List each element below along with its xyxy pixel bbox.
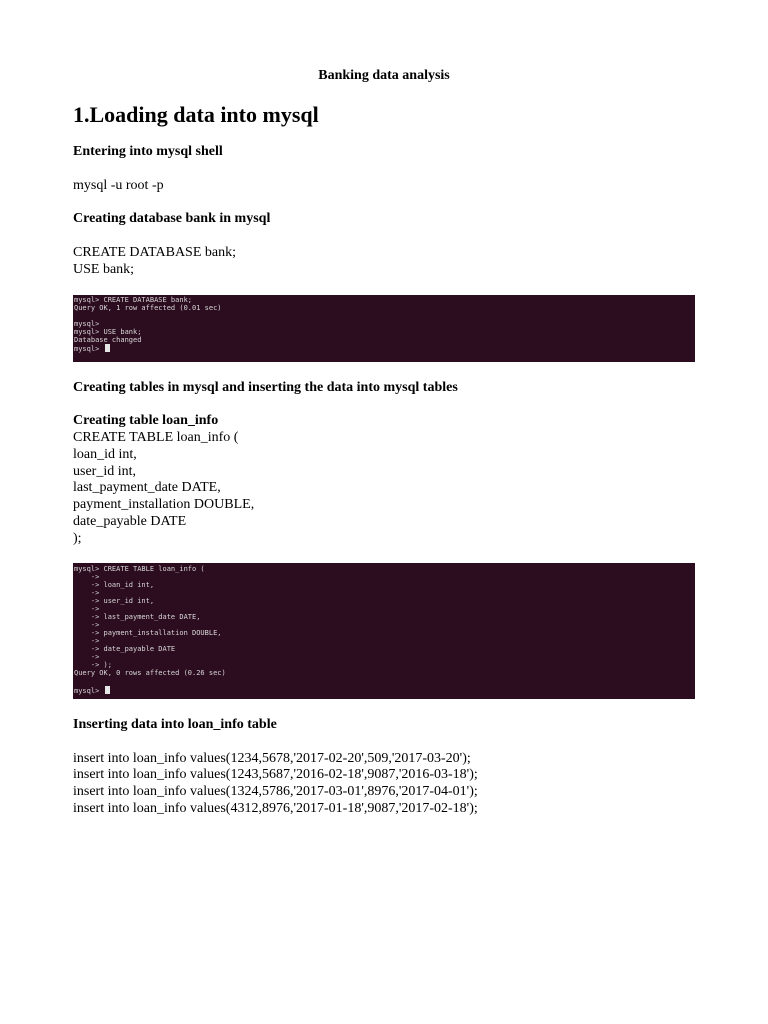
code-line: insert into loan_info values(1324,5786,'2017-03-01',8976,'2017-04-01'); (73, 784, 478, 799)
code-line: loan_id int, (73, 447, 137, 462)
terminal-line: mysql> CREATE DATABASE bank; (74, 296, 193, 304)
terminal-prompt-row (74, 686, 110, 695)
terminal-line: mysql> (74, 345, 104, 353)
terminal-cursor (105, 344, 110, 352)
terminal-line: -> payment_installation DOUBLE, (74, 629, 222, 637)
code-line: USE bank; (73, 262, 135, 277)
terminal-line: -> (74, 589, 100, 597)
code-line: payment_installation DOUBLE, (73, 497, 255, 512)
terminal-line: Query OK, 0 rows affected (0.26 sec) (74, 669, 226, 677)
terminal-prompt-row (74, 344, 110, 353)
terminal-line: mysql> USE bank; (74, 328, 142, 336)
terminal-line: -> loan_id int, (74, 581, 155, 589)
terminal-line: Query OK, 1 row affected (0.01 sec) (74, 304, 222, 312)
create-table-heading: Creating table loan_info (73, 413, 219, 428)
terminal-line: -> (74, 573, 100, 581)
mysql-shell-heading: Entering into mysql shell (73, 144, 223, 159)
code-line: ); (73, 531, 82, 546)
terminal-line: -> (74, 605, 100, 613)
code-line: CREATE DATABASE bank; (73, 245, 236, 260)
terminal-cursor (105, 686, 110, 694)
terminal-screenshot-create-table (73, 563, 695, 699)
insert-data-heading: Inserting data into loan_info table (73, 717, 277, 732)
code-line: insert into loan_info values(4312,8976,'2017-01-18',9087,'2017-02-18'); (73, 801, 478, 816)
terminal-line: -> ); (74, 661, 112, 669)
terminal-line: Database changed (74, 336, 142, 344)
terminal-line: -> last_payment_date DATE, (74, 613, 201, 621)
terminal-line: -> user_id int, (74, 597, 155, 605)
document-title: Banking data analysis (318, 68, 450, 83)
create-db-heading: Creating database bank in mysql (73, 211, 271, 226)
terminal-line: mysql> (74, 320, 100, 328)
code-line: insert into loan_info values(1234,5678,'2017-02-20',509,'2017-03-20'); (73, 751, 471, 766)
terminal-line: -> (74, 621, 100, 629)
terminal-line: -> (74, 637, 100, 645)
terminal-line: mysql> CREATE TABLE loan_info ( (74, 565, 205, 573)
terminal-line: -> date_payable DATE (74, 645, 176, 653)
terminal-line: -> (74, 653, 100, 661)
code-line: user_id int, (73, 464, 136, 479)
terminal-line: mysql> (74, 687, 104, 695)
tables-heading: Creating tables in mysql and inserting the data into mysql tables (73, 380, 458, 395)
terminal-screenshot-create-database (73, 295, 695, 362)
code-line: date_payable DATE (73, 514, 187, 529)
code-line: insert into loan_info values(1243,5687,'2016-02-18',9087,'2016-03-18'); (73, 767, 478, 782)
code-line: CREATE TABLE loan_info ( (73, 430, 239, 445)
mysql-shell-command: mysql -u root -p (73, 178, 164, 193)
section-heading: 1.Loading data into mysql (73, 102, 319, 127)
code-line: last_payment_date DATE, (73, 480, 221, 495)
